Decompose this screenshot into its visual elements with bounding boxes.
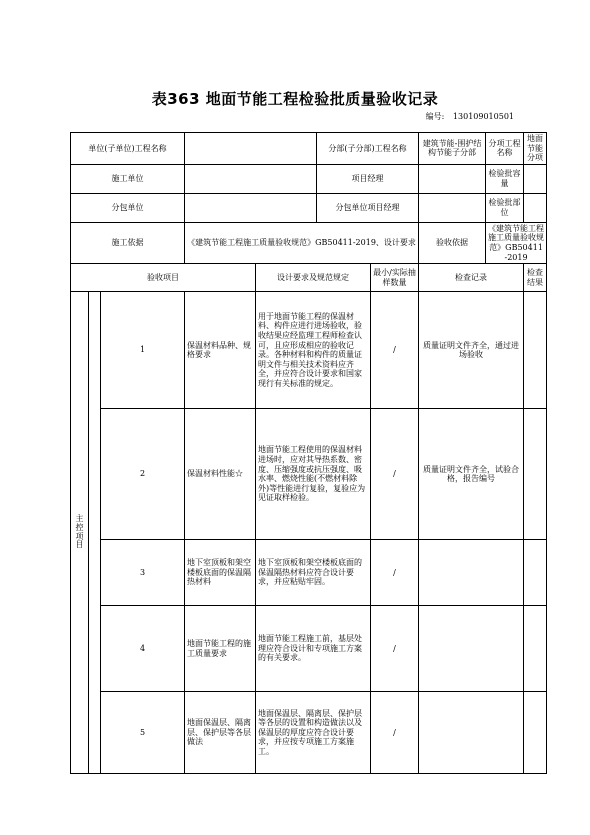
item-design: 地面节能工程使用的保温材料进场时，应对其导热系数、密度、压缩强度或抗压强度、吸水率、燃烧性能(不燃材料除外)等性能进行复验，复验应为见证取样检验。 — [256, 409, 371, 540]
subitem-value: 地面节能分项 — [524, 133, 547, 165]
item-name: 保温材料性能☆ — [185, 409, 256, 540]
subpart-value: 建筑节能-围护结构节能子分部 — [419, 133, 486, 165]
accept-basis-value: 《建筑节能工程施工质量验收规范》GB50411-2019 — [486, 222, 547, 263]
manager-value[interactable] — [419, 164, 486, 193]
col-result: 检查结果 — [524, 264, 547, 292]
header-row-3 — [71, 193, 547, 222]
item-record[interactable]: 质量证明文件齐全，试验合格，报告编号 — [419, 409, 524, 540]
item-design: 用于地面节能工程的保温材料、构件应进行进场验收，验收结果应经监理工程师检查认可，且应形成相应的验收记录。各种材料和构件的质量证明文件与相关技术资料应齐全，并应符合设计要求和国家现行有关标准的规定。 — [256, 292, 371, 409]
item-sample: / — [371, 540, 419, 606]
header-row-4 — [71, 222, 547, 263]
subcontract-manager-label: 分包单位项目经理 — [317, 193, 419, 222]
subitem-label: 分项工程名称 — [486, 133, 524, 165]
item-design: 地下室顶板和架空楼板底面的保温隔热材料应符合设计要求，并应粘贴牢固。 — [256, 540, 371, 606]
item-record[interactable] — [419, 540, 524, 606]
builder-value[interactable] — [185, 164, 317, 193]
item-result[interactable] — [524, 292, 547, 409]
spacer-column — [89, 292, 101, 774]
basis-label: 施工依据 — [71, 222, 185, 263]
item-sample: / — [371, 292, 419, 409]
header-row-2 — [71, 164, 547, 193]
main-control-label: 主控项目 — [71, 292, 89, 774]
basis-value: 《建筑节能工程施工质量验收规范》GB50411-2019、设计要求 — [185, 222, 419, 263]
col-design: 设计要求及规范规定 — [256, 264, 371, 292]
column-header-row — [71, 264, 547, 292]
col-sample: 最小/实际抽样数量 — [371, 264, 419, 292]
item-sample: / — [371, 606, 419, 692]
capacity-value[interactable] — [524, 164, 547, 193]
item-no: 5 — [101, 692, 185, 774]
item-result[interactable] — [524, 409, 547, 540]
item-no: 2 — [101, 409, 185, 540]
inspection-record-table — [70, 132, 547, 774]
item-sample: / — [371, 692, 419, 774]
item-design: 地面节能工程施工前，基层处理应符合设计和专项施工方案的有关要求。 — [256, 606, 371, 692]
page-title: 表363 地面节能工程检验批质量验收记录 — [151, 90, 439, 108]
table-row — [71, 540, 547, 606]
item-no: 1 — [101, 292, 185, 409]
accept-basis-label: 验收依据 — [419, 222, 486, 263]
location-value[interactable] — [524, 193, 547, 222]
table-row — [71, 692, 547, 774]
location-label: 检验批部位 — [486, 193, 524, 222]
subpart-label: 分部(子分部)工程名称 — [317, 133, 419, 165]
subcontract-value[interactable] — [185, 193, 317, 222]
item-record[interactable] — [419, 692, 524, 774]
manager-label: 项目经理 — [317, 164, 419, 193]
subcontract-manager-value[interactable] — [419, 193, 486, 222]
item-result[interactable] — [524, 540, 547, 606]
code-value: 130109010501 — [452, 112, 514, 121]
table-row — [71, 606, 547, 692]
item-name: 地下室顶板和架空楼板底面的保温隔热材料 — [185, 540, 256, 606]
builder-label: 施工单位 — [71, 164, 185, 193]
item-no: 4 — [101, 606, 185, 692]
capacity-label: 检验批容量 — [486, 164, 524, 193]
item-record[interactable]: 质量证明文件齐全，通过进场验收 — [419, 292, 524, 409]
item-sample: / — [371, 409, 419, 540]
col-item: 验收项目 — [71, 264, 256, 292]
table-row — [71, 409, 547, 540]
item-record[interactable] — [419, 606, 524, 692]
unit-name-label: 单位(子单位)工程名称 — [71, 133, 185, 165]
item-result[interactable] — [524, 606, 547, 692]
item-design: 地面保温层、隔离层、保护层等各层的设置和构造做法以及保温层的厚度应符合设计要求，并应按专项施工方案施工。 — [256, 692, 371, 774]
item-result[interactable] — [524, 692, 547, 774]
table-row — [71, 292, 547, 409]
record-code — [420, 111, 514, 122]
header-row-1 — [71, 133, 547, 165]
item-no: 3 — [101, 540, 185, 606]
item-name: 保温材料品种、规格要求 — [185, 292, 256, 409]
item-name: 地面保温层、隔离层、保护层等各层做法 — [185, 692, 256, 774]
subcontract-label: 分包单位 — [71, 193, 185, 222]
col-record: 检查记录 — [419, 264, 524, 292]
code-label: 编号: — [425, 112, 445, 121]
unit-name-value[interactable] — [185, 133, 317, 165]
item-name: 地面节能工程的施工质量要求 — [185, 606, 256, 692]
